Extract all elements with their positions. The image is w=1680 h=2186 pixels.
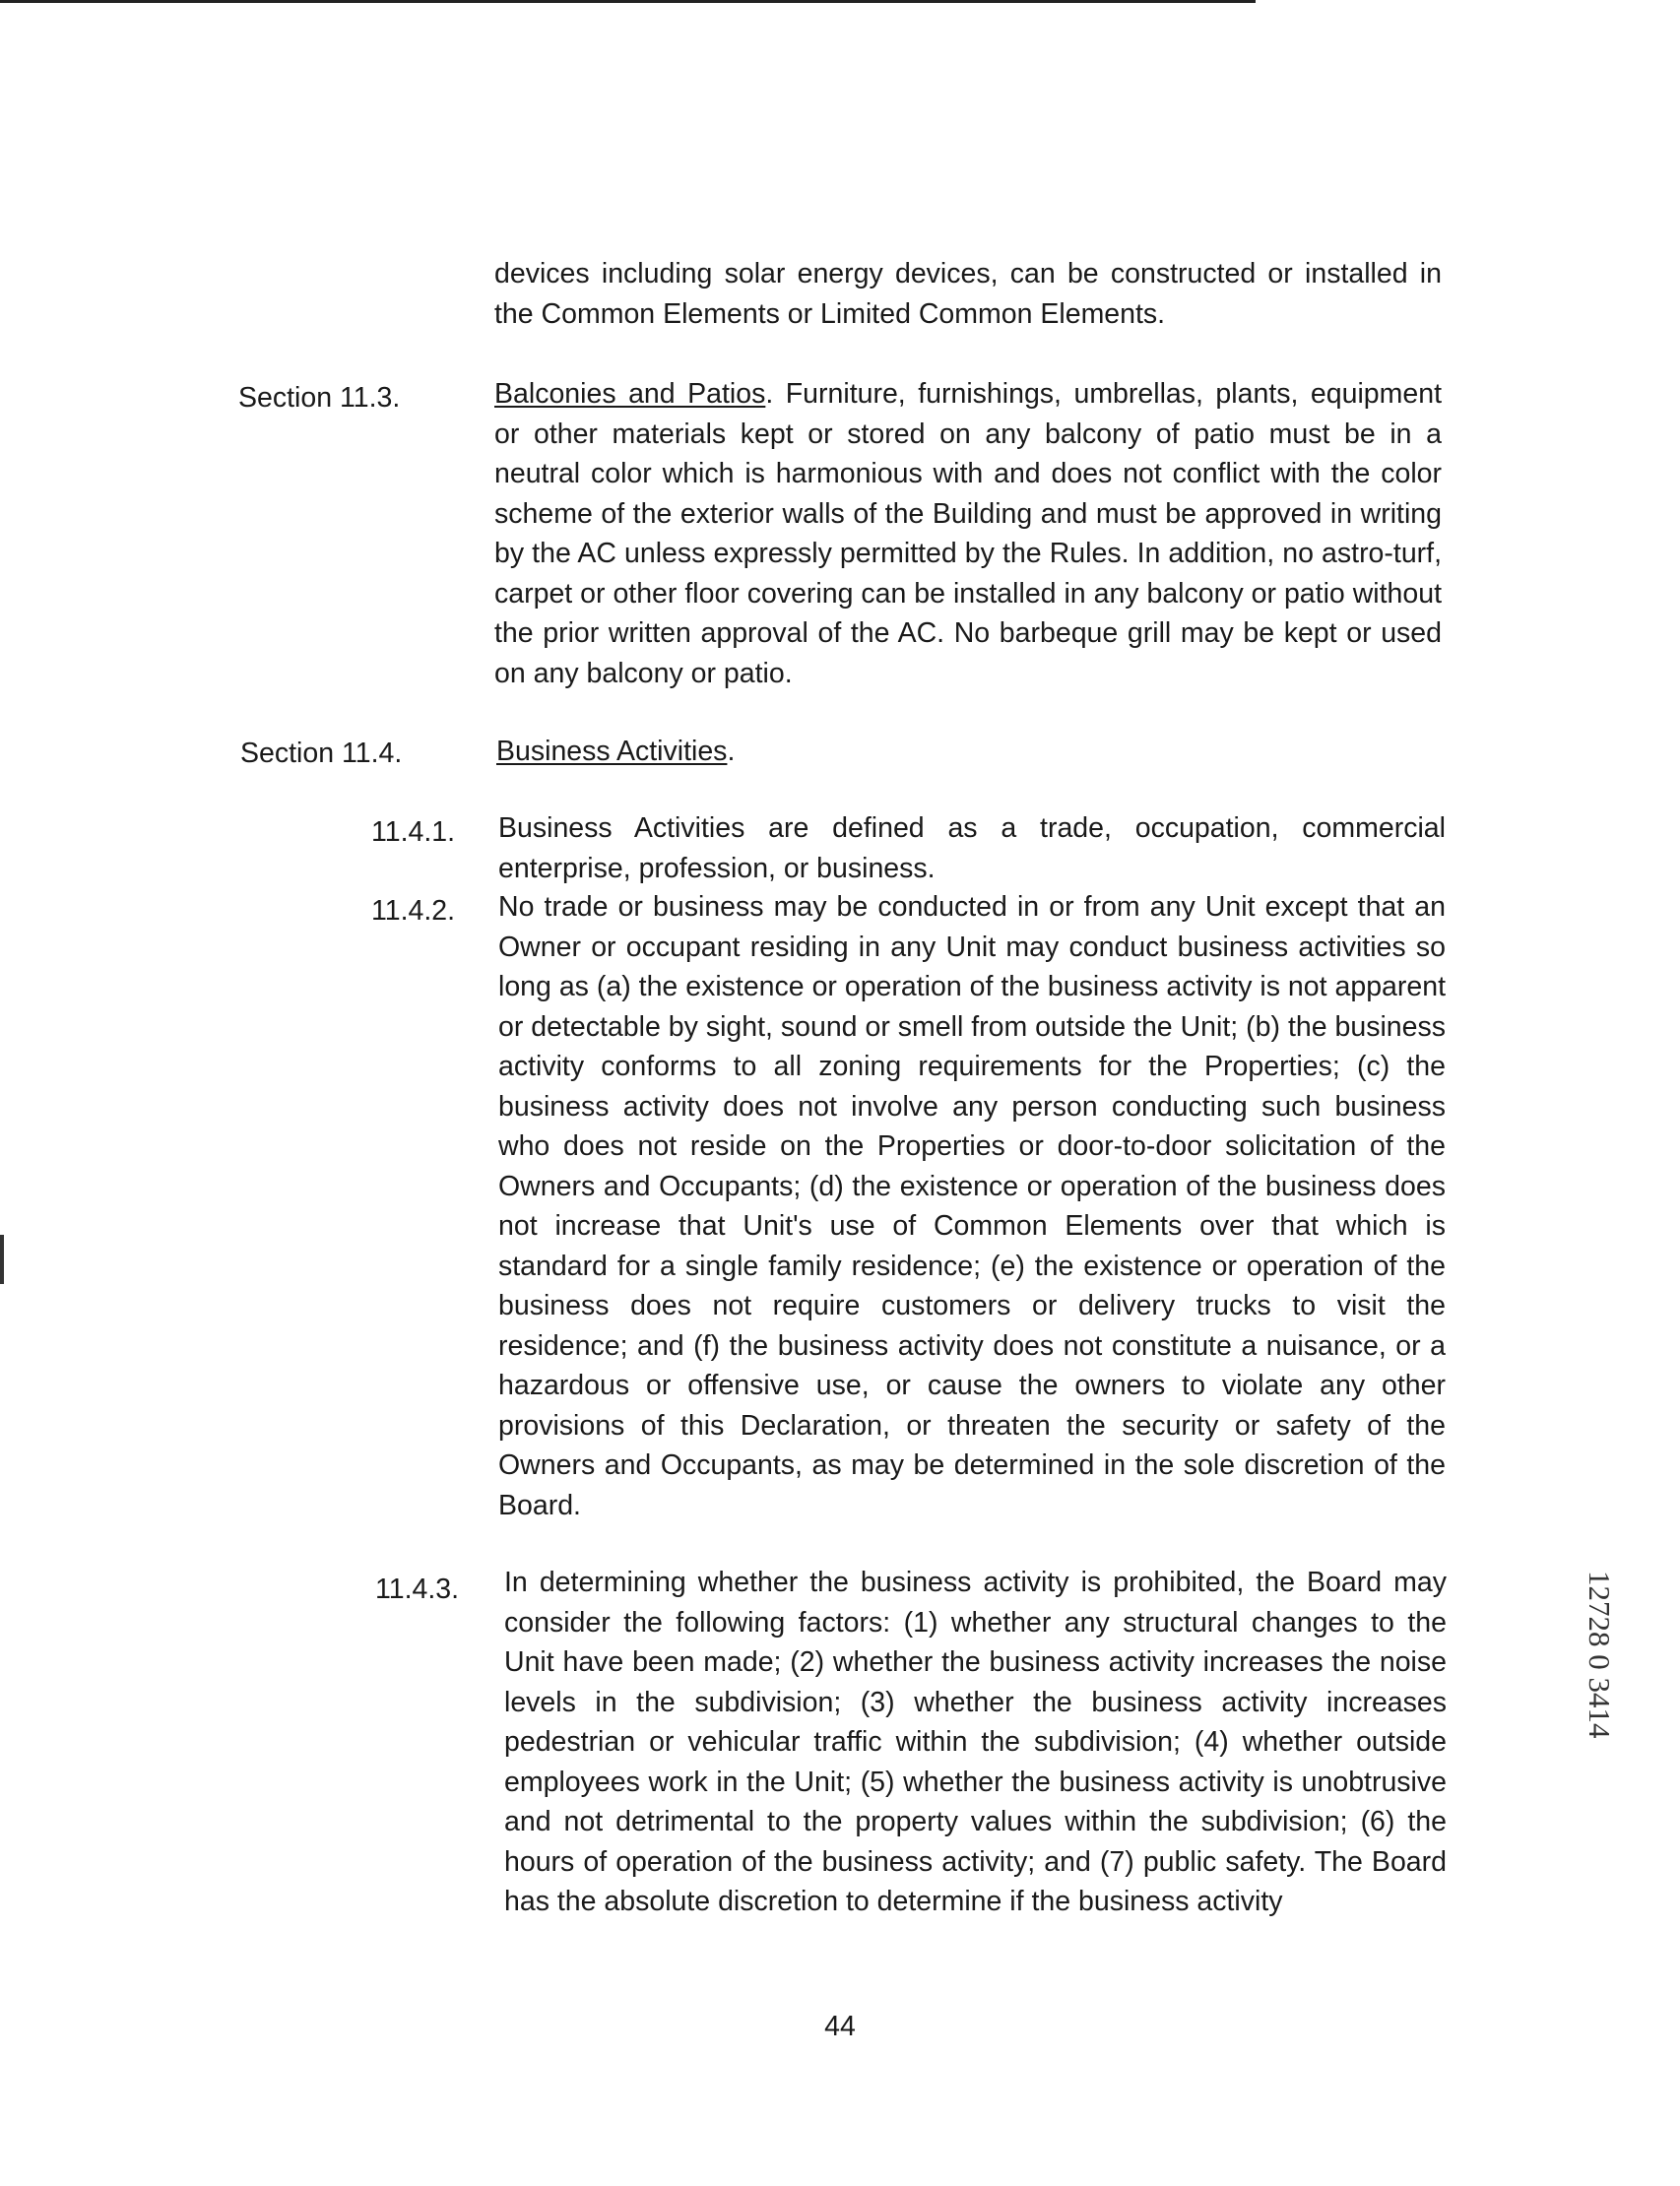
top-rule [0, 0, 1256, 3]
item-11-4-3-text: In determining whether the business activity is prohibited, the Board may consider the following factors: (1) whether any structural changes to the Unit have been made; (2) whether the business activity increases the noise levels in the subdivision; (3) whether the business activity increases pedestrian or vehicular traffic within the subdivision; (4) whether outside employees work in the Unit; (5) whether the business activity is unobtrusive and not detrimental to the property values within the subdivision; (6) the hours of operation of the business activity; and (7) public safety. The Board has the absolute discretion to determine if the business activity [504, 1567, 1447, 1917]
margin-mark [0, 1235, 4, 1284]
section-11-3-body [494, 374, 1442, 693]
item-11-4-2-text: No trade or business may be conducted in or from any Unit except that an Owner or occupant residing in any Unit may conduct business activities so long as (a) the existence or operation of the business activity is not apparent or detectable by sight, sound or smell from outside the Unit; (b) the business activity conforms to all zoning requirements for the Properties; (c) the business activity does not involve any person conducting such business who does not reside on the Properties or door-to-door solicitation of the Owners and Occupants; (d) the existence or operation of the business does not increase that Unit's use of Common Elements over that which is standard for a single family residence; (e) the existence or operation of the business does not require customers or delivery trucks to visit the residence; and (f) the business activity does not constitute a nuisance, or a hazardous or offensive use, or cause the owners to violate any other provisions of this Declaration, or threaten the security or safety of the Owners and Occupants, as may be determined in the sole discretion of the Board. [498, 891, 1446, 1521]
section-11-3-heading: Balconies and Patios [494, 378, 766, 410]
page-number: 44 [824, 2011, 856, 2042]
section-11-4-label: Section 11.4. [240, 738, 403, 769]
section-11-4-heading: Business Activities [496, 736, 728, 767]
continuation-text: devices including solar energy devices, can be constructed or installed in the Common Elements or Limited Common Elements. [494, 258, 1442, 330]
item-11-4-2-number: 11.4.2. [371, 895, 456, 927]
section-11-4-heading-suffix: . [727, 736, 736, 767]
continuation-paragraph [494, 254, 1442, 334]
item-11-4-1-number: 11.4.1. [371, 816, 456, 848]
item-11-4-3-number: 11.4.3. [375, 1574, 460, 1605]
section-11-4-heading-line [496, 732, 1444, 772]
section-11-3-label: Section 11.3. [238, 382, 401, 414]
item-11-4-1-text: Business Activities are defined as a trade, occupation, commercial enterprise, profession, or business. [498, 812, 1446, 884]
recording-stamp: 12728 0 3414 [1583, 1571, 1617, 1739]
section-11-3-text: . Furniture, furnishings, umbrellas, plants, equipment or other materials kept or stored on any balcony of patio must be in a neutral color which is harmonious with and does not conflict with the color scheme of the exterior walls of the Building and must be approved in writing by the AC unless expressly permitted by the Rules. In addition, no astro-turf, carpet or other floor covering can be installed in any balcony or patio without the prior written approval of the AC. No barbeque grill may be kept or used on any balcony or patio. [494, 378, 1442, 689]
